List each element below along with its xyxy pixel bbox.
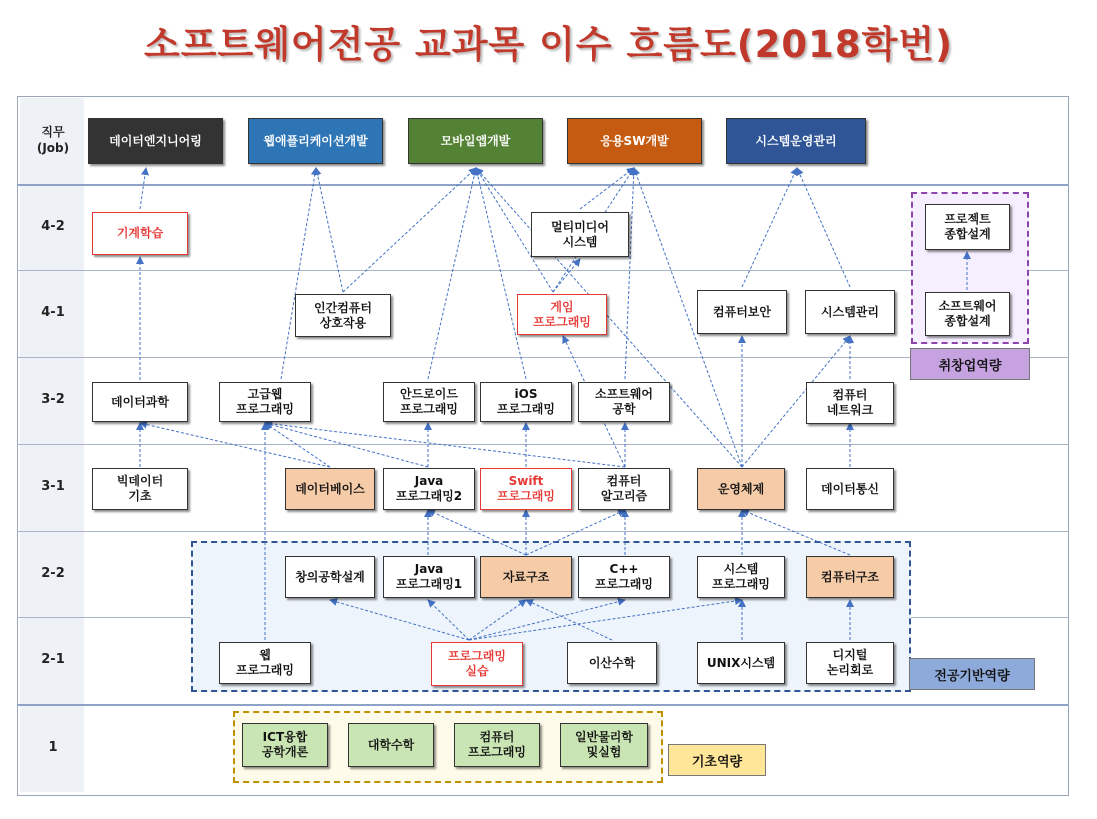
course-unix: UNIX시스템 bbox=[697, 642, 785, 684]
arrow-hci-to-mobile bbox=[343, 168, 476, 292]
badge-startup-competency: 취창업역량 bbox=[910, 348, 1030, 380]
course-physics: 일반물리학 및실험 bbox=[560, 723, 648, 767]
arrow-hci-to-webapp bbox=[316, 168, 343, 292]
course-computer-architecture: 컴퓨터구조 bbox=[806, 556, 894, 598]
row-label-1: 1 bbox=[48, 740, 58, 755]
row-label-3-1: 3-1 bbox=[41, 479, 65, 494]
arrow-ios-to-mobile bbox=[476, 168, 526, 379]
course-android: 안드로이드 프로그래밍 bbox=[383, 382, 475, 422]
course-ict-intro: ICT융합 공학개론 bbox=[242, 723, 328, 767]
page-title: 소프트웨어전공 교과목 이수 흐름도(2018학번) bbox=[143, 23, 954, 66]
course-web-programming: 웹 프로그래밍 bbox=[219, 642, 311, 684]
course-sw-engineering: 소프트웨어 공학 bbox=[578, 382, 670, 422]
course-algorithm: 컴퓨터 알고리즘 bbox=[578, 468, 670, 510]
row-label-3-2: 3-2 bbox=[41, 392, 65, 407]
arrow-arch-to-os bbox=[742, 510, 850, 555]
job-app-sw: 응용SW개발 bbox=[567, 118, 702, 164]
job-mobile-app: 모바일앱개발 bbox=[408, 118, 543, 164]
arrow-database-to-datasci bbox=[140, 423, 330, 467]
arrow-java2-to-advweb bbox=[265, 423, 428, 467]
course-cpp: C++ 프로그래밍 bbox=[578, 556, 670, 598]
course-computer-programming: 컴퓨터 프로그래밍 bbox=[454, 723, 540, 767]
course-programming-practice: 프로그래밍 실습 bbox=[431, 642, 523, 686]
arrow-ml-to-dataeng bbox=[140, 168, 146, 209]
arrow-android-to-mobile bbox=[428, 168, 476, 379]
job-web-app: 웹애플리케이션개발 bbox=[248, 118, 383, 164]
course-game-programming: 게임 프로그래밍 bbox=[517, 294, 607, 335]
arrow-practice-to-cpp bbox=[469, 600, 625, 640]
course-discrete-math: 이산수학 bbox=[567, 642, 657, 684]
arrow-sysmgmt-to-sysops bbox=[797, 168, 850, 287]
arrow-security-to-sysops bbox=[742, 168, 797, 287]
badge-basic-competency: 기초역량 bbox=[668, 744, 766, 776]
course-swift: Swift 프로그래밍 bbox=[480, 468, 572, 510]
course-java1: Java 프로그래밍1 bbox=[383, 556, 475, 598]
course-sw-design: 소프트웨어 종합설계 bbox=[925, 292, 1010, 336]
course-digital-logic: 디지털 논리회로 bbox=[806, 642, 894, 684]
course-creative-design: 창의공학설계 bbox=[285, 556, 375, 598]
arrow-algo-to-advweb bbox=[265, 423, 625, 467]
course-machine-learning: 기계학습 bbox=[92, 212, 188, 255]
course-database: 데이터베이스 bbox=[285, 468, 375, 510]
arrow-practice-to-ds bbox=[469, 600, 526, 640]
course-advanced-web: 고급웹 프로그래밍 bbox=[219, 382, 311, 422]
arrow-ds-to-java2 bbox=[428, 510, 526, 555]
arrow-ds-to-algo bbox=[526, 510, 625, 555]
course-project-design: 프로젝트 종합설계 bbox=[925, 204, 1010, 250]
arrow-practice-to-creative bbox=[330, 600, 469, 640]
row-label-2-2: 2-2 bbox=[41, 566, 65, 581]
row-label-job: 직무 (Job) bbox=[36, 125, 70, 155]
course-calculus: 대학수학 bbox=[348, 723, 434, 767]
badge-major-foundation: 전공기반역량 bbox=[909, 658, 1035, 690]
course-hci: 인간컴퓨터 상호작용 bbox=[295, 294, 391, 337]
course-data-science: 데이터과학 bbox=[92, 382, 188, 422]
course-computer-security: 컴퓨터보안 bbox=[697, 290, 787, 334]
row-label-4-2: 4-2 bbox=[41, 219, 65, 234]
arrow-practice-to-sysprog bbox=[469, 600, 742, 640]
arrow-multimedia-to-appsw bbox=[580, 168, 634, 209]
job-system-ops: 시스템운영관리 bbox=[726, 118, 866, 164]
course-bigdata-basics: 빅데이터 기초 bbox=[92, 468, 188, 510]
arrow-game-to-multimedia bbox=[553, 259, 580, 292]
course-multimedia-system: 멀티미디어 시스템 bbox=[531, 212, 629, 257]
course-os: 운영체제 bbox=[697, 468, 785, 510]
course-ios: iOS 프로그래밍 bbox=[480, 382, 572, 422]
course-java2: Java 프로그래밍2 bbox=[383, 468, 475, 510]
course-data-comm: 데이터통신 bbox=[806, 468, 894, 510]
course-system-management: 시스템관리 bbox=[805, 290, 895, 334]
course-system-programming: 시스템 프로그래밍 bbox=[697, 556, 785, 598]
arrow-discrete-to-ds bbox=[526, 600, 612, 640]
course-computer-network: 컴퓨터 네트워크 bbox=[806, 382, 894, 424]
course-data-structure: 자료구조 bbox=[480, 556, 572, 598]
arrow-advweb-to-webapp bbox=[281, 168, 316, 379]
job-data-engineering: 데이터엔지니어링 bbox=[88, 118, 223, 164]
arrow-sweng-to-appsw bbox=[625, 168, 634, 379]
row-label-4-1: 4-1 bbox=[41, 305, 65, 320]
row-label-2-1: 2-1 bbox=[41, 652, 65, 667]
